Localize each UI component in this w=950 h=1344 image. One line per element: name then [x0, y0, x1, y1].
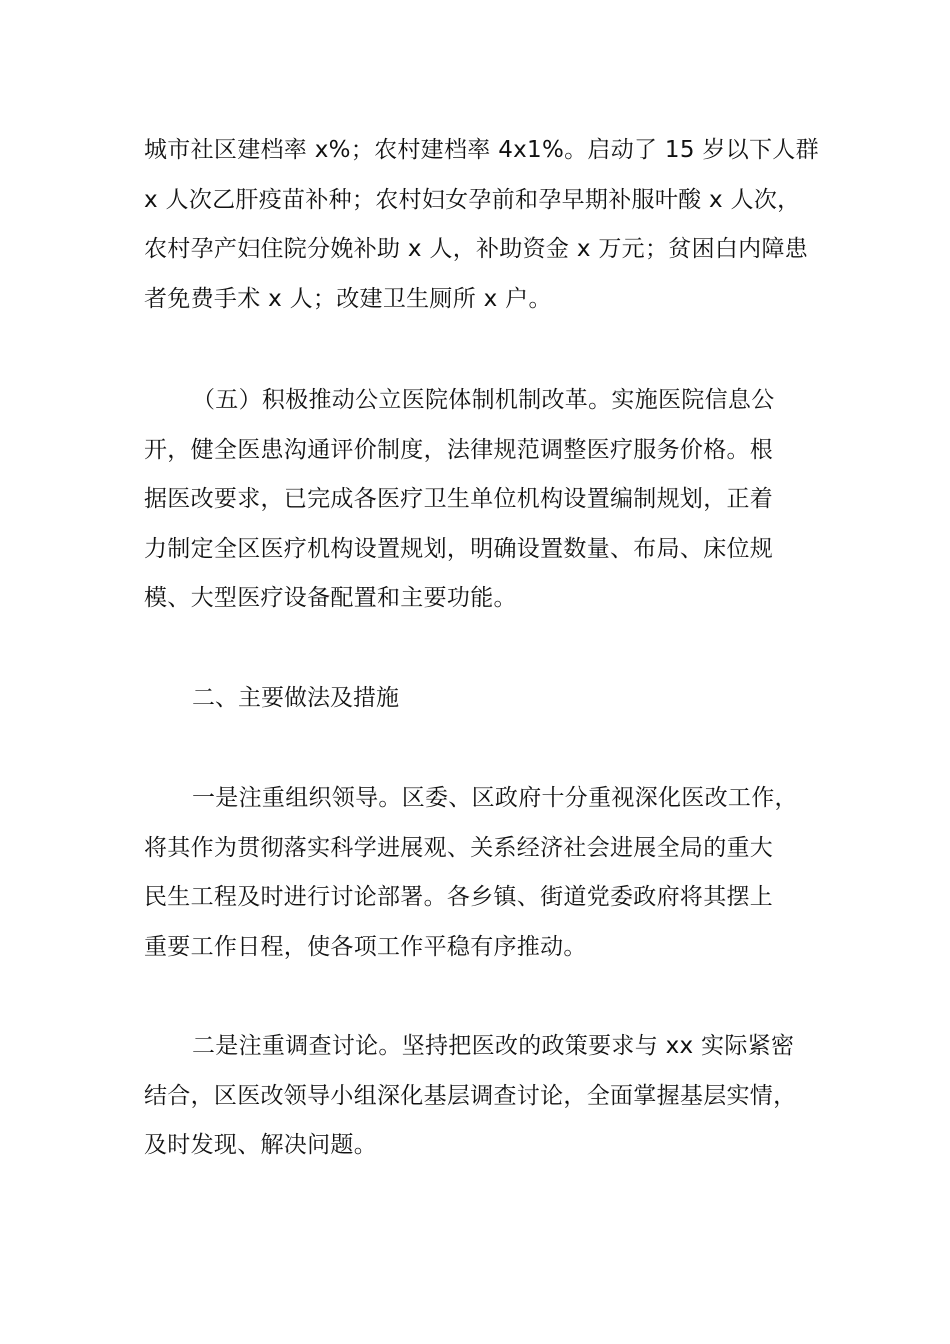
text-line: 二是注重调查讨论。坚持把医改的政策要求与 xx 实际紧密 — [192, 1033, 795, 1059]
text-line: 将其作为贯彻落实科学进展观、关系经济社会进展全局的重大 — [144, 834, 774, 861]
text-line: 城市社区建档率 x%；农村建档率 4x1%。启动了 15 岁以下人群 — [144, 137, 819, 163]
paragraph-health-records — [144, 126, 819, 324]
paragraph-hospital-reform — [144, 376, 816, 624]
text-line: 开，健全医患沟通评价制度，法律规范调整医疗服务价格。根 — [144, 436, 774, 463]
text-line: 重要工作日程，使各项工作平稳有序推动。 — [144, 933, 587, 960]
text-line: x 人次乙肝疫苗补种；农村妇女孕前和孕早期补服叶酸 x 人次， — [144, 186, 801, 213]
section-heading: 二、主要做法及措施 — [192, 685, 399, 711]
paragraph-organization-leadership — [144, 774, 816, 972]
text-line: 农村孕产妇住院分娩补助 x 人，补助资金 x 万元；贫困白内障患 — [144, 236, 809, 262]
text-line: 民生工程及时进行讨论部署。各乡镇、街道党委政府将其摆上 — [144, 884, 774, 910]
text-line: （五）积极推动公立医院体制机制改革。实施医院信息公 — [192, 387, 775, 413]
text-line: 一是注重组织领导。区委、区政府十分重视深化医改工作， — [192, 785, 798, 811]
text-line: 结合，区医改领导小组深化基层调查讨论，全面掌握基层实情， — [144, 1082, 797, 1109]
text-line: 力制定全区医疗机构设置规划，明确设置数量、布局、床位规 — [144, 535, 774, 562]
paragraph-investigation — [144, 1022, 816, 1171]
text-line: 及时发现、解决问题。 — [144, 1132, 377, 1158]
text-line: 据医改要求，已完成各医疗卫生单位机构设置编制规划，正着 — [144, 486, 774, 512]
text-line: 者免费手术 x 人；改建卫生厕所 x 户。 — [144, 285, 552, 312]
text-line: 模、大型医疗设备配置和主要功能。 — [144, 585, 517, 611]
